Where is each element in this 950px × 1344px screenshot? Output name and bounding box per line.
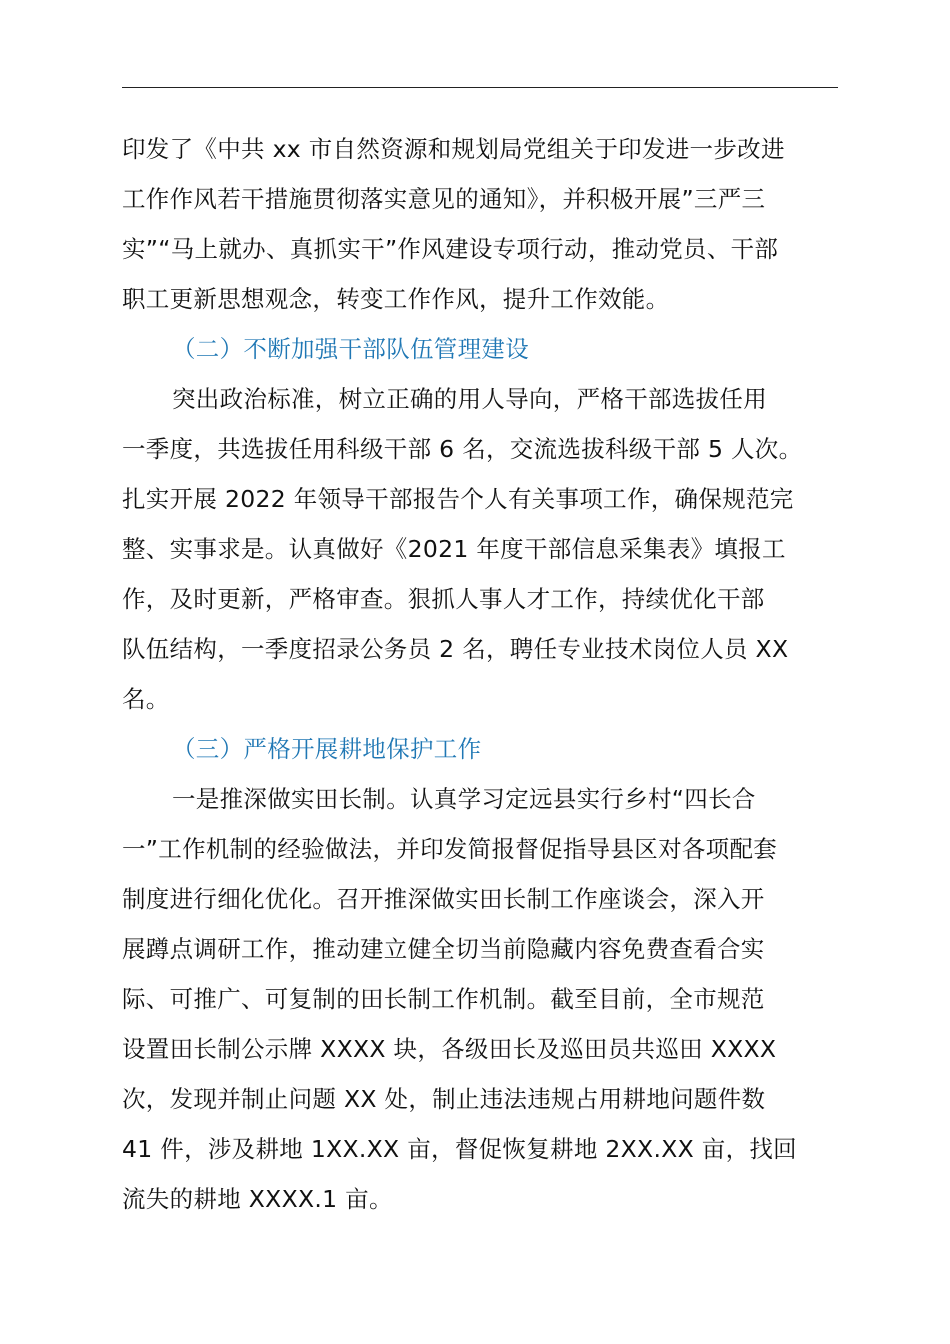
body-text-line: 制度进行细化优化。召开推深做实田长制工作座谈会，深入开 (122, 885, 765, 913)
body-text-line: 一季度，共选拔任用科级干部 6 名，交流选拔科级干部 5 人次。 (122, 435, 803, 463)
body-text-line: 职工更新思想观念，转变工作作风，提升工作效能。 (122, 285, 670, 313)
body-text-line: 印发了《中共 xx 市自然资源和规划局党组关于印发进一步改进 (122, 135, 785, 163)
body-text-line: 一是推深做实田长制。认真学习定远县实行乡村“四长合 (172, 785, 756, 813)
body-text-line: 设置田长制公示牌 XXXX 块，各级田长及巡田员共巡田 XXXX (122, 1035, 777, 1063)
body-text-line: 队伍结构，一季度招录公务员 2 名，聘任专业技术岗位人员 XX (122, 635, 789, 663)
body-text-line: 展蹲点调研工作，推动建立健全切当前隐藏内容免费查看合实 (122, 935, 765, 963)
body-text-line: 41 件，涉及耕地 1XX.XX 亩，督促恢复耕地 2XX.XX 亩，找回 (122, 1135, 797, 1163)
body-text-line: 流失的耕地 XXXX.1 亩。 (122, 1185, 393, 1213)
header-rule (122, 87, 838, 88)
body-text-line: 实”“马上就办、真抓实干”作风建设专项行动，推动党员、干部 (122, 235, 779, 263)
body-text-line: 一”工作机制的经验做法，并印发简报督促指导县区对各项配套 (122, 835, 778, 863)
body-text-line: 名。 (122, 685, 170, 713)
body-text-line: 际、可推广、可复制的田长制工作机制。截至目前，全市规范 (122, 985, 765, 1013)
document-body (122, 124, 842, 1224)
body-text-line: 作，及时更新，严格审查。狠抓人事人才工作，持续优化干部 (122, 585, 765, 613)
body-text-line: 次，发现并制止问题 XX 处，制止违法违规占用耕地问题件数 (122, 1085, 766, 1113)
section-heading: （二）不断加强干部队伍管理建设 (172, 335, 529, 363)
body-text-line: 工作作风若干措施贯彻落实意见的通知》，并积极开展”三严三 (122, 185, 766, 213)
body-text-line: 突出政治标准，树立正确的用人导向，严格干部选拔任用 (172, 385, 767, 413)
body-text-line: 扎实开展 2022 年领导干部报告个人有关事项工作，确保规范完 (122, 485, 794, 513)
body-text-line: 整、实事求是。认真做好《2021 年度干部信息采集表》填报工 (122, 535, 786, 563)
section-heading: （三）严格开展耕地保护工作 (172, 735, 482, 763)
